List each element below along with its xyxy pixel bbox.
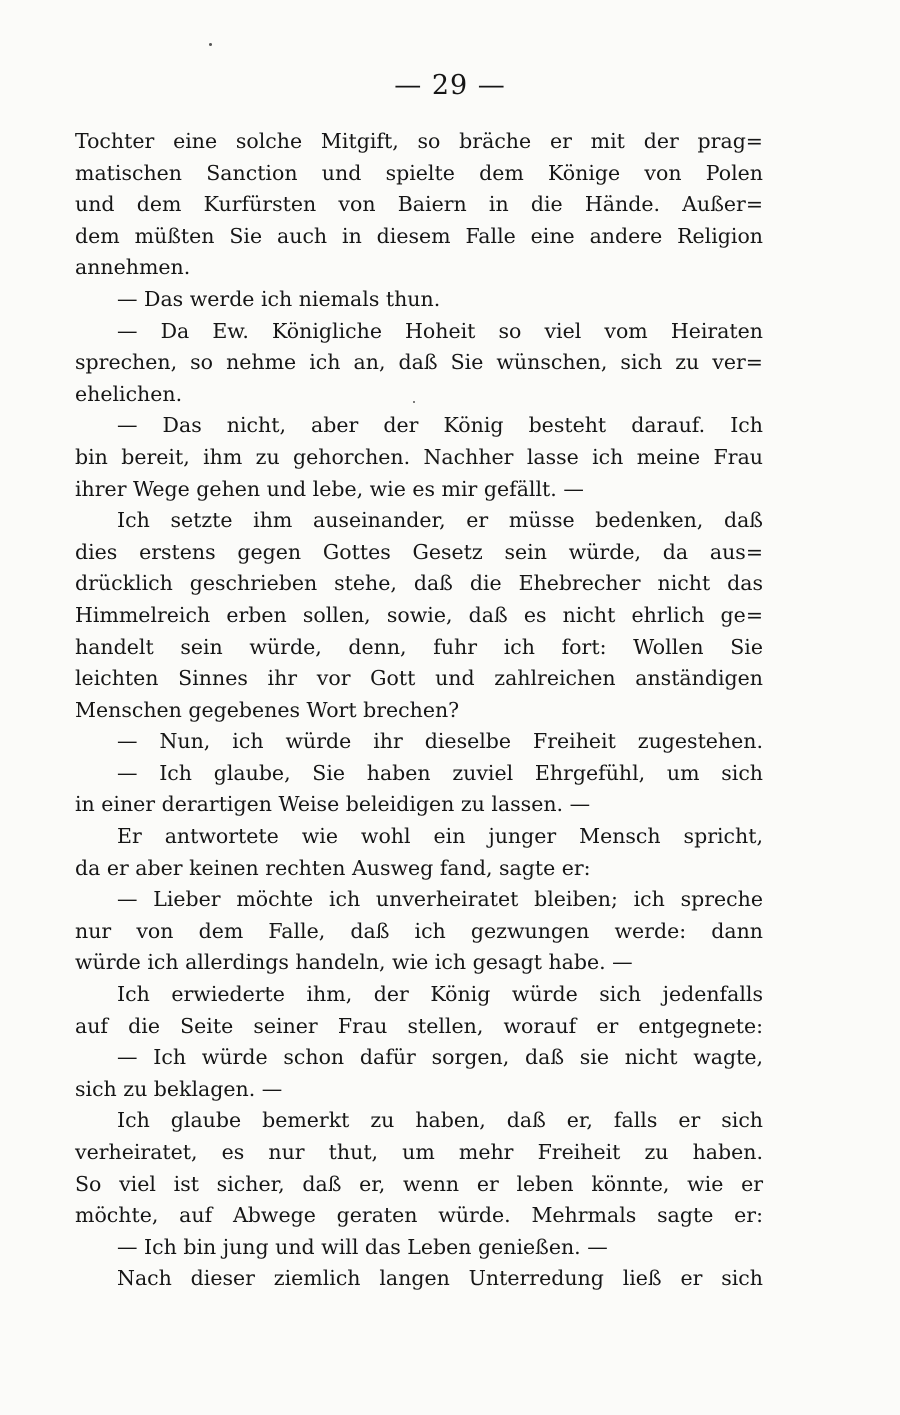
text-line: Menschen gegebenes Wort brechen? (75, 697, 460, 722)
text-line: Himmelreich erben sollen, sowie, daß es nicht ehrlich ge= (75, 602, 763, 627)
text-line: Ich erwiederte ihm, der König würde sich jedenfalls (117, 982, 763, 1007)
text-line: — Lieber möchte ich unverheiratet bleiben; ich spreche (117, 887, 763, 912)
text-line: leichten Sinnes ihr vor Gott und zahlreichen anständigen (75, 666, 763, 691)
text-line: handelt sein würde, denn, fuhr ich fort: Wollen Sie (75, 634, 763, 659)
text-line: So viel ist sicher, daß er, wenn er leben könnte, wie er (75, 1171, 763, 1196)
text-line: — Ich glaube, Sie haben zuviel Ehrgefühl, um sich (117, 760, 763, 785)
body-text (75, 126, 763, 1295)
text-line: da er aber keinen rechten Ausweg fand, sagte er: (75, 855, 591, 880)
text-line: — Ich bin jung und will das Leben genießen. — (117, 1234, 608, 1259)
text-line: Ich setzte ihm auseinander, er müsse bedenken, daß (117, 508, 763, 533)
text-line: sich zu beklagen. — (75, 1076, 283, 1101)
text-line: bin bereit, ihm zu gehorchen. Nachher lasse ich meine Frau (75, 444, 763, 469)
text-line: Ich glaube bemerkt zu haben, daß er, falls er sich (117, 1108, 763, 1133)
text-line: sprechen, so nehme ich an, daß Sie wünschen, sich zu ver= (75, 350, 763, 375)
paper-speck (209, 43, 212, 46)
text-line: — Nun, ich würde ihr dieselbe Freiheit zugestehen. (117, 729, 763, 754)
text-line: verheiratet, es nur thut, um mehr Freiheit zu haben. (75, 1140, 763, 1164)
text-line: annehmen. (75, 255, 191, 280)
text-line: — Da Ew. Königliche Hoheit so viel vom Heiraten (117, 318, 763, 343)
text-line: — Ich würde schon dafür sorgen, daß sie nicht wagte, (117, 1045, 763, 1070)
text-line: matischen Sanction und spielte dem Könige von Polen (75, 160, 763, 185)
page-number: — 29 — (394, 70, 506, 101)
text-line: nur von dem Falle, daß ich gezwungen werde: dann (75, 918, 763, 943)
text-line: Er antwortete wie wohl ein junger Mensch spricht, (117, 824, 763, 849)
text-line: in einer derartigen Weise beleidigen zu lassen. — (75, 792, 591, 817)
text-line: ihrer Wege gehen und lebe, wie es mir gefällt. — (75, 476, 584, 501)
text-line: Tochter eine solche Mitgift, so bräche er mit der prag= (75, 129, 763, 153)
text-line: — Das werde ich niemals thun. (117, 286, 441, 311)
text-line: würde ich allerdings handeln, wie ich gesagt habe. — (75, 950, 633, 975)
text-line: auf die Seite seiner Frau stellen, worauf er entgegnete: (75, 1013, 763, 1038)
text-line: möchte, auf Abwege geraten würde. Mehrmals sagte er: (75, 1203, 763, 1228)
text-line: dies erstens gegen Gottes Gesetz sein würde, da aus= (75, 539, 763, 564)
text-line: ehelichen. (75, 381, 183, 406)
text-line: dem müßten Sie auch in diesem Falle eine andere Religion (75, 223, 763, 248)
text-line: und dem Kurfürsten von Baiern in die Hände. Außer= (75, 192, 763, 217)
text-line: Nach dieser ziemlich langen Unterredung ließ er sich (117, 1266, 763, 1291)
text-line: — Das nicht, aber der König besteht darauf. Ich (117, 413, 763, 438)
text-line: drücklich geschrieben stehe, daß die Ehebrecher nicht das (75, 571, 763, 596)
